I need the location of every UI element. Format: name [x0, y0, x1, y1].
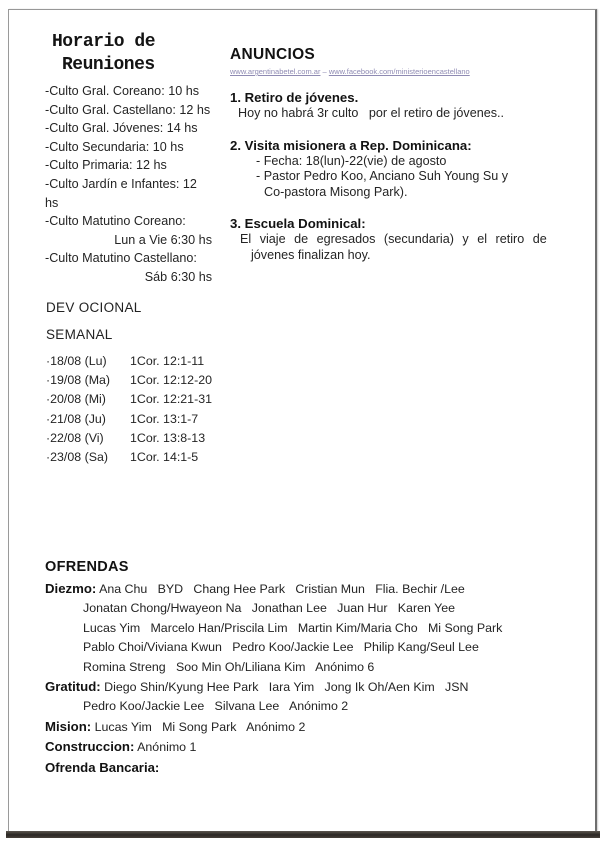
- offering-label: Construccion:: [45, 739, 135, 755]
- devocional-date: ·19/08 (Ma): [46, 373, 111, 388]
- schedule-list: [45, 82, 213, 287]
- devocional-row: [46, 429, 212, 448]
- schedule-title-line1: Horario de: [52, 32, 156, 52]
- offering-names: Anónimo 1: [137, 740, 197, 755]
- offering-names: Pedro Koo/Jackie Lee Silvana Lee Anónimo 2: [83, 699, 349, 714]
- offering-names: Ana Chu BYD Chang Hee Park Cristian Mun Flia. Bechir /Lee: [99, 582, 465, 596]
- offering-label: Ofrenda Bancaria:: [45, 759, 160, 775]
- offering-names: Diego Shin/Kyung Hee Park Iara Yim Jong Ik Oh/Aen Kim JSN: [104, 680, 469, 695]
- devocional-row: [46, 352, 212, 371]
- offering-line-diezmo: [45, 579, 567, 599]
- devocional-reading: 1Cor. 12:21-31: [130, 392, 212, 407]
- devocional-title-line1: DEV OCIONAL: [46, 300, 142, 315]
- announcement-heading: 1. Retiro de jóvenes.: [230, 90, 359, 105]
- schedule-title-line2: Reuniones: [62, 55, 155, 75]
- devocional-date: ·23/08 (Sa): [46, 450, 108, 465]
- ofrendas-title: OFRENDAS: [45, 559, 129, 575]
- devocional-row: [46, 390, 212, 409]
- announcement-bullet: - Fecha: 18(lun)-22(vie) de agosto: [256, 153, 447, 168]
- ofrendas-lines: [45, 579, 567, 778]
- schedule-item: -Culto Matutino Castellano:: [45, 251, 197, 266]
- offering-label: Gratitud:: [45, 679, 101, 695]
- devocional-reading: 1Cor. 13:8-13: [130, 430, 206, 445]
- anuncios-links: [230, 67, 570, 77]
- schedule-item: -Culto Gral. Coreano: 10 hs: [45, 84, 199, 98]
- offering-names: Romina Streng Soo Min Oh/Liliana Kim Anónimo 6: [83, 659, 375, 674]
- offering-label: Diezmo:: [45, 581, 97, 596]
- offering-line-construccion: [45, 737, 567, 757]
- announcement-heading: 2. Visita misionera a Rep. Dominicana:: [230, 137, 472, 153]
- ofrendas-section: [45, 559, 567, 778]
- website-link[interactable]: www.argentinabetel.com.ar: [230, 67, 321, 76]
- schedule-item: -Culto Gral. Jóvenes: 14 hs: [45, 121, 198, 136]
- announcement-bullet: - Pastor Pedro Koo, Anciano Suh Young Su y: [256, 169, 509, 183]
- announcement-heading: 3. Escuela Dominical:: [230, 216, 366, 231]
- devocional-reading: 1Cor. 12:1-11: [130, 354, 205, 368]
- anuncios-title: ANUNCIOS: [230, 46, 316, 63]
- offering-names: Lucas Yim Marcelo Han/Priscila Lim Martin Kim/Maria Cho Mi Song Park: [83, 620, 503, 635]
- schedule-section: [45, 31, 213, 287]
- schedule-item: -Culto Primaria: 12 hs: [45, 158, 167, 173]
- devocional-row: [46, 448, 212, 467]
- devocional-row: [46, 410, 212, 429]
- schedule-item: -Culto Jardín e Infantes: 12 hs: [45, 176, 197, 210]
- devocional-row: [46, 371, 212, 390]
- schedule-item: -Culto Gral. Castellano: 12 hs: [45, 102, 211, 117]
- offering-line-bancaria: [45, 758, 567, 778]
- devocional-section: [46, 294, 212, 467]
- facebook-link[interactable]: www.facebook.com/ministerioencastellano: [328, 67, 470, 76]
- devocional-reading: 1Cor. 12:12-20: [130, 373, 212, 388]
- offering-label: Mision:: [45, 718, 92, 734]
- announcement-body: El viaje de egresados (secundaria) y el retiro de: [240, 232, 547, 246]
- announcement-body: jóvenes finalizan hoy.: [251, 247, 371, 262]
- devocional-title-line2: SEMANAL: [46, 327, 113, 342]
- devocional-date: ·20/08 (Mi): [46, 392, 106, 407]
- devocional-date: ·21/08 (Ju): [46, 411, 106, 426]
- devocional-table: [46, 352, 212, 467]
- announcement-item-1: [230, 90, 570, 122]
- schedule-item: -Culto Matutino Coreano:: [45, 214, 186, 229]
- offering-names: Lucas Yim Mi Song Park Anónimo 2: [94, 719, 306, 734]
- devocional-reading: 1Cor. 13:1-7: [130, 411, 199, 426]
- page-bottom-shadow: [6, 831, 600, 838]
- schedule-item-time: Sáb 6:30 hs: [144, 269, 212, 284]
- offering-line-gratitud: [45, 677, 567, 697]
- offering-names: Jonatan Chong/Hwayeon Na Jonathan Lee Juan Hur Karen Yee: [83, 601, 455, 616]
- devocional-reading: 1Cor. 14:1-5: [130, 450, 199, 465]
- schedule-item-time: Lun a Vie 6:30 hs: [114, 232, 212, 247]
- schedule-title: [45, 31, 213, 77]
- announcement-item-3: [230, 216, 570, 263]
- offering-names: Pablo Choi/Viviana Kwun Pedro Koo/Jackie Lee Philip Kang/Seul Lee: [83, 640, 479, 655]
- schedule-item: -Culto Secundaria: 10 hs: [45, 139, 184, 154]
- anuncios-section: [230, 46, 570, 263]
- link-separator: –: [320, 67, 329, 76]
- offering-line-mision: [45, 717, 567, 737]
- announcement-body: Hoy no habrá 3r culto por el retiro de jóvenes..: [238, 106, 505, 120]
- devocional-date: ·18/08 (Lu): [46, 354, 107, 368]
- devocional-date: ·22/08 (Vi): [46, 430, 104, 445]
- announcement-bullet-continuation: Co-pastora Misong Park).: [264, 184, 408, 199]
- announcement-item-2: [230, 138, 570, 201]
